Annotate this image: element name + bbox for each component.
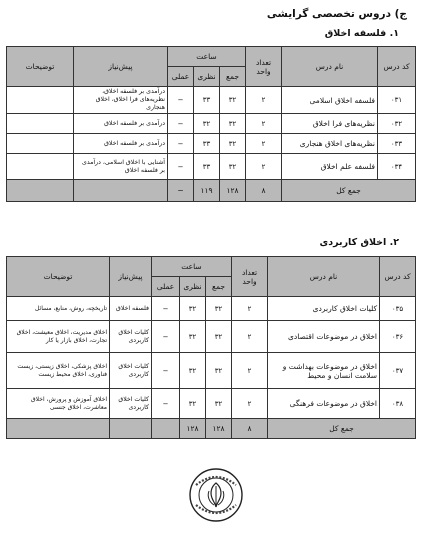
- table-row: [7, 134, 416, 154]
- course-name: فلسفه اخلاق اسلامی: [282, 87, 378, 114]
- table-row: [7, 154, 416, 180]
- total-label: جمع کل: [282, 180, 416, 202]
- course-practical: −: [152, 353, 180, 389]
- total-units: ۸: [246, 180, 282, 202]
- course-practical: −: [168, 87, 194, 114]
- header-total: جمع: [220, 67, 246, 87]
- course-theory: ۳۳: [194, 154, 220, 180]
- course-notes: [7, 87, 74, 114]
- header-theory: نظری: [180, 277, 206, 297]
- course-total: ۳۲: [206, 321, 232, 353]
- course-total: ۳۲: [220, 87, 246, 114]
- group1-title: ۱. فلسفه اخلاق: [324, 28, 399, 39]
- total-hours: ۱۲۸: [220, 180, 246, 202]
- header-name: نام درس: [268, 257, 380, 297]
- course-units: ۲: [232, 297, 268, 321]
- course-name: اخلاق در موضوعات بهداشت و سلامت انسان و محیط: [268, 353, 380, 389]
- course-theory: ۳۲: [180, 389, 206, 419]
- course-code: ۰۳۸: [380, 389, 416, 419]
- table-row: [7, 389, 416, 419]
- course-practical: −: [152, 389, 180, 419]
- table-row: [7, 353, 416, 389]
- course-theory: ۳۲: [180, 297, 206, 321]
- header-theory: نظری: [194, 67, 220, 87]
- course-total: ۳۲: [220, 114, 246, 134]
- table-row: [7, 297, 416, 321]
- course-code: ۰۳۶: [380, 321, 416, 353]
- course-total: ۳۲: [206, 297, 232, 321]
- total-notes-blank: [7, 419, 110, 439]
- course-theory: ۳۲: [194, 114, 220, 134]
- header-total: جمع: [206, 277, 232, 297]
- header-notes: توضیحات: [7, 47, 74, 87]
- course-prereq: درآمدی بر فلسفه اخلاق: [74, 114, 168, 134]
- course-notes: [7, 134, 74, 154]
- course-practical: −: [152, 297, 180, 321]
- course-code: ۰۳۳: [378, 134, 416, 154]
- course-theory: ۳۲: [180, 321, 206, 353]
- course-prereq: کلیات اخلاق کاربردی: [110, 353, 152, 389]
- header-prereq: پیش‌نیاز: [74, 47, 168, 87]
- course-units: ۲: [232, 321, 268, 353]
- course-practical: −: [168, 114, 194, 134]
- course-total: ۳۲: [206, 389, 232, 419]
- course-name: نظریه‌های اخلاق هنجاری: [282, 134, 378, 154]
- course-code: ۰۳۵: [380, 297, 416, 321]
- table-row: [7, 114, 416, 134]
- course-prereq: کلیات اخلاق کاربردی: [110, 389, 152, 419]
- course-notes: اخلاق پزشکی، اخلاق زیستی، زیست فناوری، اخلاق محیط زیست: [7, 353, 110, 389]
- header-hours: ساعت: [152, 257, 232, 277]
- course-theory: ۳۲: [180, 353, 206, 389]
- course-code: ۰۳۷: [380, 353, 416, 389]
- course-units: ۲: [246, 134, 282, 154]
- total-practical: −: [168, 180, 194, 202]
- header-name: نام درس: [282, 47, 378, 87]
- course-code: ۰۳۱: [378, 87, 416, 114]
- header-code: کد درس: [378, 47, 416, 87]
- course-notes: اخلاق مدیریت، اخلاق معیشت، اخلاق تجارت، اخلاق بازار یا کار: [7, 321, 110, 353]
- course-name: فلسفه علم اخلاق: [282, 154, 378, 180]
- course-notes: اخلاق آموزش و پرورش، اخلاق معاشرت، اخلاق جنسی: [7, 389, 110, 419]
- course-name: کلیات اخلاق کاربردی: [268, 297, 380, 321]
- course-notes: [7, 114, 74, 134]
- header-hours: ساعت: [168, 47, 246, 67]
- total-notes-blank: [7, 180, 74, 202]
- course-units: ۲: [246, 87, 282, 114]
- course-prereq: کلیات اخلاق کاربردی: [110, 321, 152, 353]
- course-total: ۳۲: [206, 353, 232, 389]
- total-label: جمع کل: [268, 419, 416, 439]
- total-prereq-blank: [74, 180, 168, 202]
- ministry-seal-stamp: [188, 467, 244, 523]
- header-prereq: پیش‌نیاز: [110, 257, 152, 297]
- course-units: ۲: [232, 389, 268, 419]
- total-hours: ۱۲۸: [206, 419, 232, 439]
- applied-ethics-table: [6, 256, 416, 439]
- header-notes: توضیحات: [7, 257, 110, 297]
- header-units: تعداد واحد: [232, 257, 268, 297]
- total-theory: ۱۱۹: [194, 180, 220, 202]
- course-practical: −: [152, 321, 180, 353]
- philosophy-of-ethics-table: [6, 46, 416, 202]
- course-prereq: درآمدی بر فلسفه اخلاق: [74, 134, 168, 154]
- course-code: ۰۳۲: [378, 114, 416, 134]
- group2-title: ۲. اخلاق کاربردی: [319, 237, 399, 248]
- course-name: اخلاق در موضوعات فرهنگی: [268, 389, 380, 419]
- course-theory: ۳۳: [194, 134, 220, 154]
- course-units: ۲: [246, 154, 282, 180]
- course-total: ۳۲: [220, 154, 246, 180]
- header-units: تعداد واحد: [246, 47, 282, 87]
- course-notes: [7, 154, 74, 180]
- header-practical: عملی: [152, 277, 180, 297]
- course-code: ۰۳۴: [378, 154, 416, 180]
- course-name: نظریه‌های فرا اخلاق: [282, 114, 378, 134]
- total-units: ۸: [232, 419, 268, 439]
- table-row: [7, 321, 416, 353]
- section-title: ج) دروس تخصصی گرایشی: [266, 8, 407, 20]
- total-practical: [152, 419, 180, 439]
- course-prereq: درآمدی بر فلسفه اخلاق، نظریه‌های فرا اخلاق، اخلاق هنجاری: [74, 87, 168, 114]
- course-notes: تاریخچه، روش، منابع، مسائل: [7, 297, 110, 321]
- course-units: ۲: [246, 114, 282, 134]
- course-prereq: آشنایی با اخلاق اسلامی، درآمدی بر فلسفه اخلاق: [74, 154, 168, 180]
- course-units: ۲: [232, 353, 268, 389]
- header-practical: عملی: [168, 67, 194, 87]
- total-row: [7, 180, 416, 202]
- course-practical: −: [168, 134, 194, 154]
- course-name: اخلاق در موضوعات اقتصادی: [268, 321, 380, 353]
- total-prereq-blank: [110, 419, 152, 439]
- course-total: ۳۲: [220, 134, 246, 154]
- course-prereq: فلسفه اخلاق: [110, 297, 152, 321]
- header-code: کد درس: [380, 257, 416, 297]
- course-theory: ۳۳: [194, 87, 220, 114]
- total-row: [7, 419, 416, 439]
- table-row: [7, 87, 416, 114]
- total-theory: ۱۲۸: [180, 419, 206, 439]
- course-practical: −: [168, 154, 194, 180]
